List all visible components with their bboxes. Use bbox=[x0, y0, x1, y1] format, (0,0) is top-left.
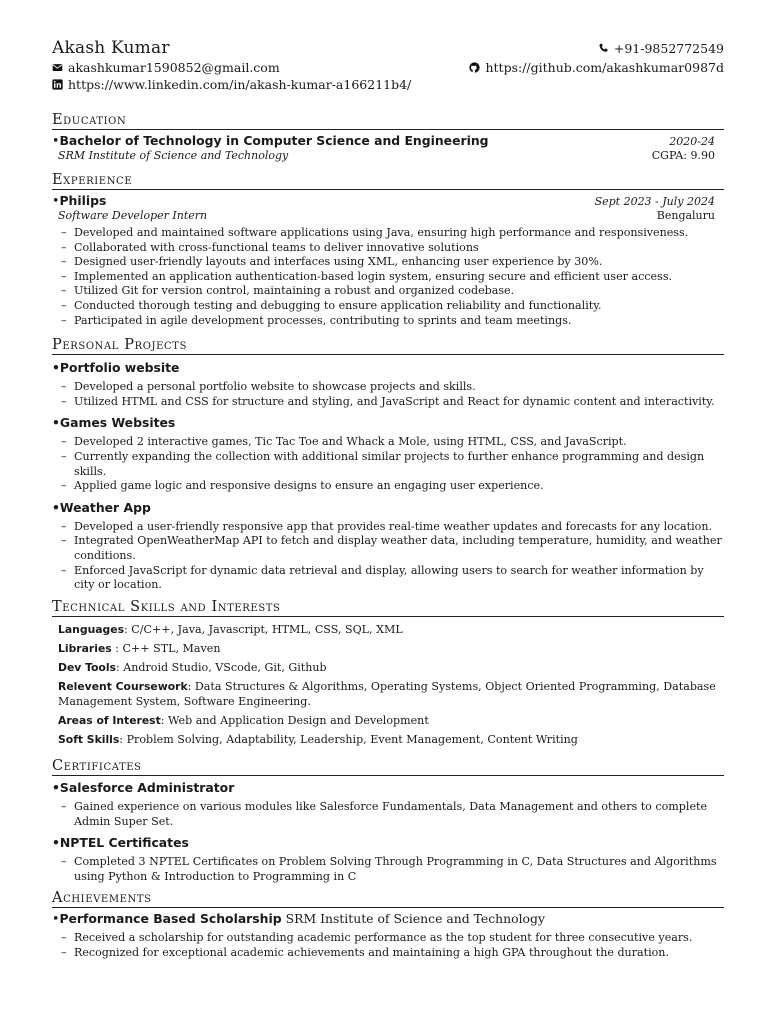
list-item: – Developed a personal portfolio website to showcase projects and skills. bbox=[58, 380, 724, 395]
project-title: Portfolio website bbox=[59, 360, 180, 376]
job-location: Bengaluru bbox=[656, 209, 715, 222]
linkedin-link[interactable]: https://www.linkedin.com/in/akash-kumar-a166211b4/ bbox=[68, 77, 412, 92]
resume-header bbox=[52, 38, 724, 92]
list-item: – Implemented an application authentication-based login system, ensuring secure and efficient user access. bbox=[58, 270, 724, 285]
list-item: – Developed 2 interactive games, Tic Tac Toe and Whack a Mole, using HTML, CSS, and JavaScript. bbox=[58, 435, 724, 450]
project-games: •Games Websites – Developed 2 interactive games, Tic Tac Toe and Whack a Mole, using HTML, CSS, and JavaScript. – Currently expanding the collection with additional similar projects to further enhance programming and design skills. – Applied game logic and responsive designs to ensure an engaging user experience. bbox=[52, 415, 724, 493]
skill-coursework: Relevent Coursework: Data Structures & Algorithms, Operating Systems, Object Oriented Programming, Database Management System, Software Engineering. bbox=[58, 680, 716, 708]
email-contact[interactable] bbox=[52, 60, 280, 75]
project-title: Weather App bbox=[59, 499, 151, 515]
skill-languages: Languages: C/C++, Java, Javascript, HTML, CSS, SQL, XML bbox=[58, 622, 403, 636]
project-portfolio: •Portfolio website – Developed a personal portfolio website to showcase projects and skills. – Utilized HTML and CSS for structure and styling, and JavaScript and React for dynamic content and interactivity. bbox=[52, 360, 724, 409]
list-item: – Collaborated with cross-functional teams to deliver innovative solutions bbox=[58, 241, 724, 256]
achievement-org: SRM Institute of Science and Technology bbox=[285, 911, 545, 927]
resume-page bbox=[52, 38, 724, 961]
phone-contact[interactable] bbox=[598, 41, 724, 56]
certificates-heading: Certificates bbox=[52, 758, 724, 776]
achievements-section: Achievements •Performance Based Scholarship SRM Institute of Science and Technology – Received a scholarship for outstanding academic performance as the top student for three consecutive years. – Recognized for exceptional academic achievements and maintaining a high GPA throughout the duration. bbox=[52, 890, 724, 960]
skill-dev-tools: Dev Tools: Android Studio, VScode, Git, Github bbox=[58, 661, 327, 675]
list-item: – Enforced JavaScript for dynamic data retrieval and display, allowing users to search for weather information by city or location. bbox=[58, 564, 724, 593]
experience-heading: Experience bbox=[52, 172, 724, 190]
list-item: – Developed and maintained software applications using Java, ensuring high performance and responsiveness. bbox=[58, 226, 724, 241]
skill-interests: Areas of Interest: Web and Application Design and Development bbox=[58, 713, 429, 727]
achievement-title: Performance Based Scholarship bbox=[59, 911, 282, 927]
education-section: Education •Bachelor of Technology in Computer Science and Engineering 2020-24 SRM Institute of Science and Technology CGPA: 9.90 bbox=[52, 112, 724, 163]
list-item: – Participated in agile development processes, contributing to sprints and team meetings. bbox=[58, 314, 724, 329]
list-item: – Integrated OpenWeatherMap API to fetch and display weather data, including temperature, humidity, and weather conditions. bbox=[58, 534, 724, 563]
project-title: Games Websites bbox=[59, 415, 176, 431]
email-icon bbox=[52, 62, 63, 73]
linkedin-contact[interactable] bbox=[52, 77, 411, 92]
certificate-title: Salesforce Administrator bbox=[59, 780, 235, 796]
skill-libraries: Libraries : C++ STL, Maven bbox=[58, 641, 221, 655]
github-link[interactable]: https://github.com/akashkumar0987d bbox=[485, 60, 724, 75]
degree-title: Bachelor of Technology in Computer Science and Engineering bbox=[59, 133, 489, 148]
certificates-section bbox=[52, 758, 724, 884]
list-item: – Developed a user-friendly responsive app that provides real-time weather updates and forecasts for any location. bbox=[58, 520, 724, 535]
certificate-nptel: •NPTEL Certificates – Completed 3 NPTEL Certificates on Problem Solving Through Programming in C, Data Structures and Algorithms using Python & Introduction to Programming in C bbox=[52, 835, 724, 884]
skills-heading: Technical Skills and Interests bbox=[52, 599, 724, 617]
projects-heading: Personal Projects bbox=[52, 337, 724, 355]
list-item: – Designed user-friendly layouts and interfaces using XML, enhancing user experience by 30%. bbox=[58, 255, 724, 270]
job-role: Software Developer Intern bbox=[58, 209, 208, 222]
list-item: – Utilized HTML and CSS for structure and styling, and JavaScript and React for dynamic content and interactivity. bbox=[58, 395, 724, 410]
school-name: SRM Institute of Science and Technology bbox=[58, 149, 289, 162]
email-link[interactable]: akashkumar1590852@gmail.com bbox=[68, 60, 280, 75]
projects-section bbox=[52, 337, 724, 593]
phone-icon bbox=[598, 43, 609, 54]
list-item: – Utilized Git for version control, maintaining a robust and organized codebase. bbox=[58, 284, 724, 299]
list-item: – Gained experience on various modules like Salesforce Fundamentals, Data Management and others to complete Admin Super Set. bbox=[58, 800, 724, 829]
list-item: – Received a scholarship for outstanding academic performance as the top student for three consecutive years. bbox=[58, 931, 724, 946]
experience-section: Experience •Philips Sept 2023 - July 2024 Software Developer Intern Bengaluru – Developed and maintained software applications using Java, ensuring high performance and responsiveness. – Collaborated with cross-functional teams to deliver innovative solutions – Designed user-friendly layouts and interfaces using XML, enhancing user experience by 30%. – Implemented an application authentication-based login system, ensuring secure and efficient user access. – Utilized Git for version control, maintaining a robust and organized codebase. – Conducted thorough testing and debugging to ensure application reliability and functionality. – Participated in agile development processes, contributing to sprints and team meetings. bbox=[52, 172, 724, 328]
education-heading: Education bbox=[52, 112, 724, 130]
list-item: – Currently expanding the collection with additional similar projects to further enhance programming and design skills. bbox=[58, 450, 724, 479]
phone-number: +91-9852772549 bbox=[613, 40, 724, 56]
github-contact[interactable] bbox=[469, 60, 724, 75]
candidate-name: Akash Kumar bbox=[52, 38, 170, 58]
skills-section bbox=[52, 599, 724, 747]
achievements-heading: Achievements bbox=[52, 890, 724, 908]
skill-soft-skills: Soft Skills: Problem Solving, Adaptability, Leadership, Event Management, Content Writing bbox=[58, 732, 578, 746]
list-item: – Recognized for exceptional academic achievements and maintaining a high GPA throughout the duration. bbox=[58, 946, 724, 961]
list-item: – Conducted thorough testing and debugging to ensure application reliability and functionality. bbox=[58, 299, 724, 314]
certificate-title: NPTEL Certificates bbox=[59, 835, 189, 851]
project-weather: •Weather App – Developed a user-friendly responsive app that provides real-time weather updates and forecasts for any location. – Integrated OpenWeatherMap API to fetch and display weather data, including temperature, humidity, and weather conditions. – Enforced JavaScript for dynamic data retrieval and display, allowing users to search for weather information by city or location. bbox=[52, 500, 724, 593]
experience-date: Sept 2023 - July 2024 bbox=[594, 195, 715, 208]
certificate-salesforce: •Salesforce Administrator – Gained experience on various modules like Salesforce Fundamentals, Data Management and others to complete Admin Super Set. bbox=[52, 780, 724, 829]
experience-bullets bbox=[52, 226, 724, 328]
linkedin-icon bbox=[52, 79, 63, 90]
list-item: – Completed 3 NPTEL Certificates on Problem Solving Through Programming in C, Data Structures and Algorithms using Python & Introduction to Programming in C bbox=[58, 855, 724, 884]
cgpa: CGPA: 9.90 bbox=[651, 149, 715, 162]
education-date: 2020-24 bbox=[669, 135, 715, 148]
github-icon bbox=[469, 62, 480, 73]
company-name: Philips bbox=[59, 193, 107, 208]
list-item: – Applied game logic and responsive designs to ensure an engaging user experience. bbox=[58, 479, 724, 494]
